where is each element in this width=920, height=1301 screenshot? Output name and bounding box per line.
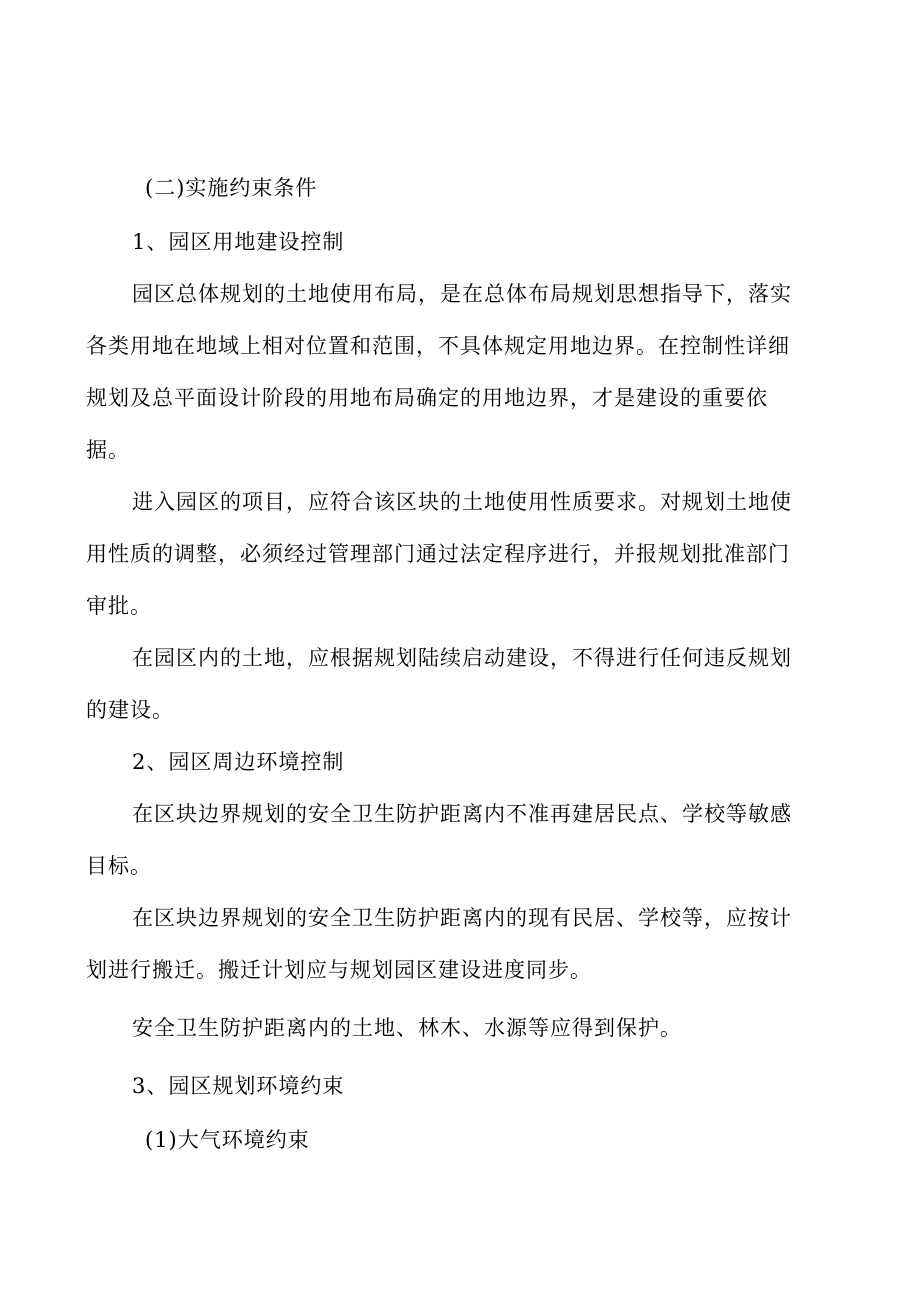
subsection-title-3: 3、园区规划环境约束 xyxy=(132,1074,345,1098)
paragraph-line: 规划及总平面设计阶段的用地布局确定的用地边界，才是建设的重要依 xyxy=(86,386,768,410)
paragraph-line: 用性质的调整，必须经过管理部门通过法定程序进行，并报规划批准部门 xyxy=(86,542,790,566)
paragraph-line: 据。 xyxy=(86,438,130,462)
subsection-title-2: 2、园区周边环境控制 xyxy=(132,750,345,774)
paragraph-line: 审批。 xyxy=(86,594,152,618)
paragraph-line: 划进行搬迁。搬迁计划应与规划园区建设进度同步。 xyxy=(86,958,592,982)
subsection-title-1: 1、园区用地建设控制 xyxy=(132,230,345,254)
paragraph-line: 各类用地在地域上相对位置和范围，不具体规定用地边界。在控制性详细 xyxy=(86,334,790,358)
list-item-heading: (1)大气环境约束 xyxy=(145,1128,310,1152)
paragraph-line: 进入园区的项目，应符合该区块的土地使用性质要求。对规划土地使 xyxy=(132,490,792,514)
paragraph-line: 安全卫生防护距离内的土地、林木、水源等应得到保护。 xyxy=(132,1016,682,1040)
paragraph-line: 园区总体规划的土地使用布局，是在总体布局规划思想指导下，落实 xyxy=(132,282,792,306)
paragraph-line: 目标。 xyxy=(86,854,152,878)
paragraph-line: 的建设。 xyxy=(86,698,174,722)
paragraph-line: 在区块边界规划的安全卫生防护距离内的现有民居、学校等，应按计 xyxy=(132,906,792,930)
paragraph-line: 在园区内的土地，应根据规划陆续启动建设，不得进行任何违反规划 xyxy=(132,646,792,670)
section-heading: (二)实施约束条件 xyxy=(145,176,318,200)
paragraph-line: 在区块边界规划的安全卫生防护距离内不准再建居民点、学校等敏感 xyxy=(132,802,792,826)
